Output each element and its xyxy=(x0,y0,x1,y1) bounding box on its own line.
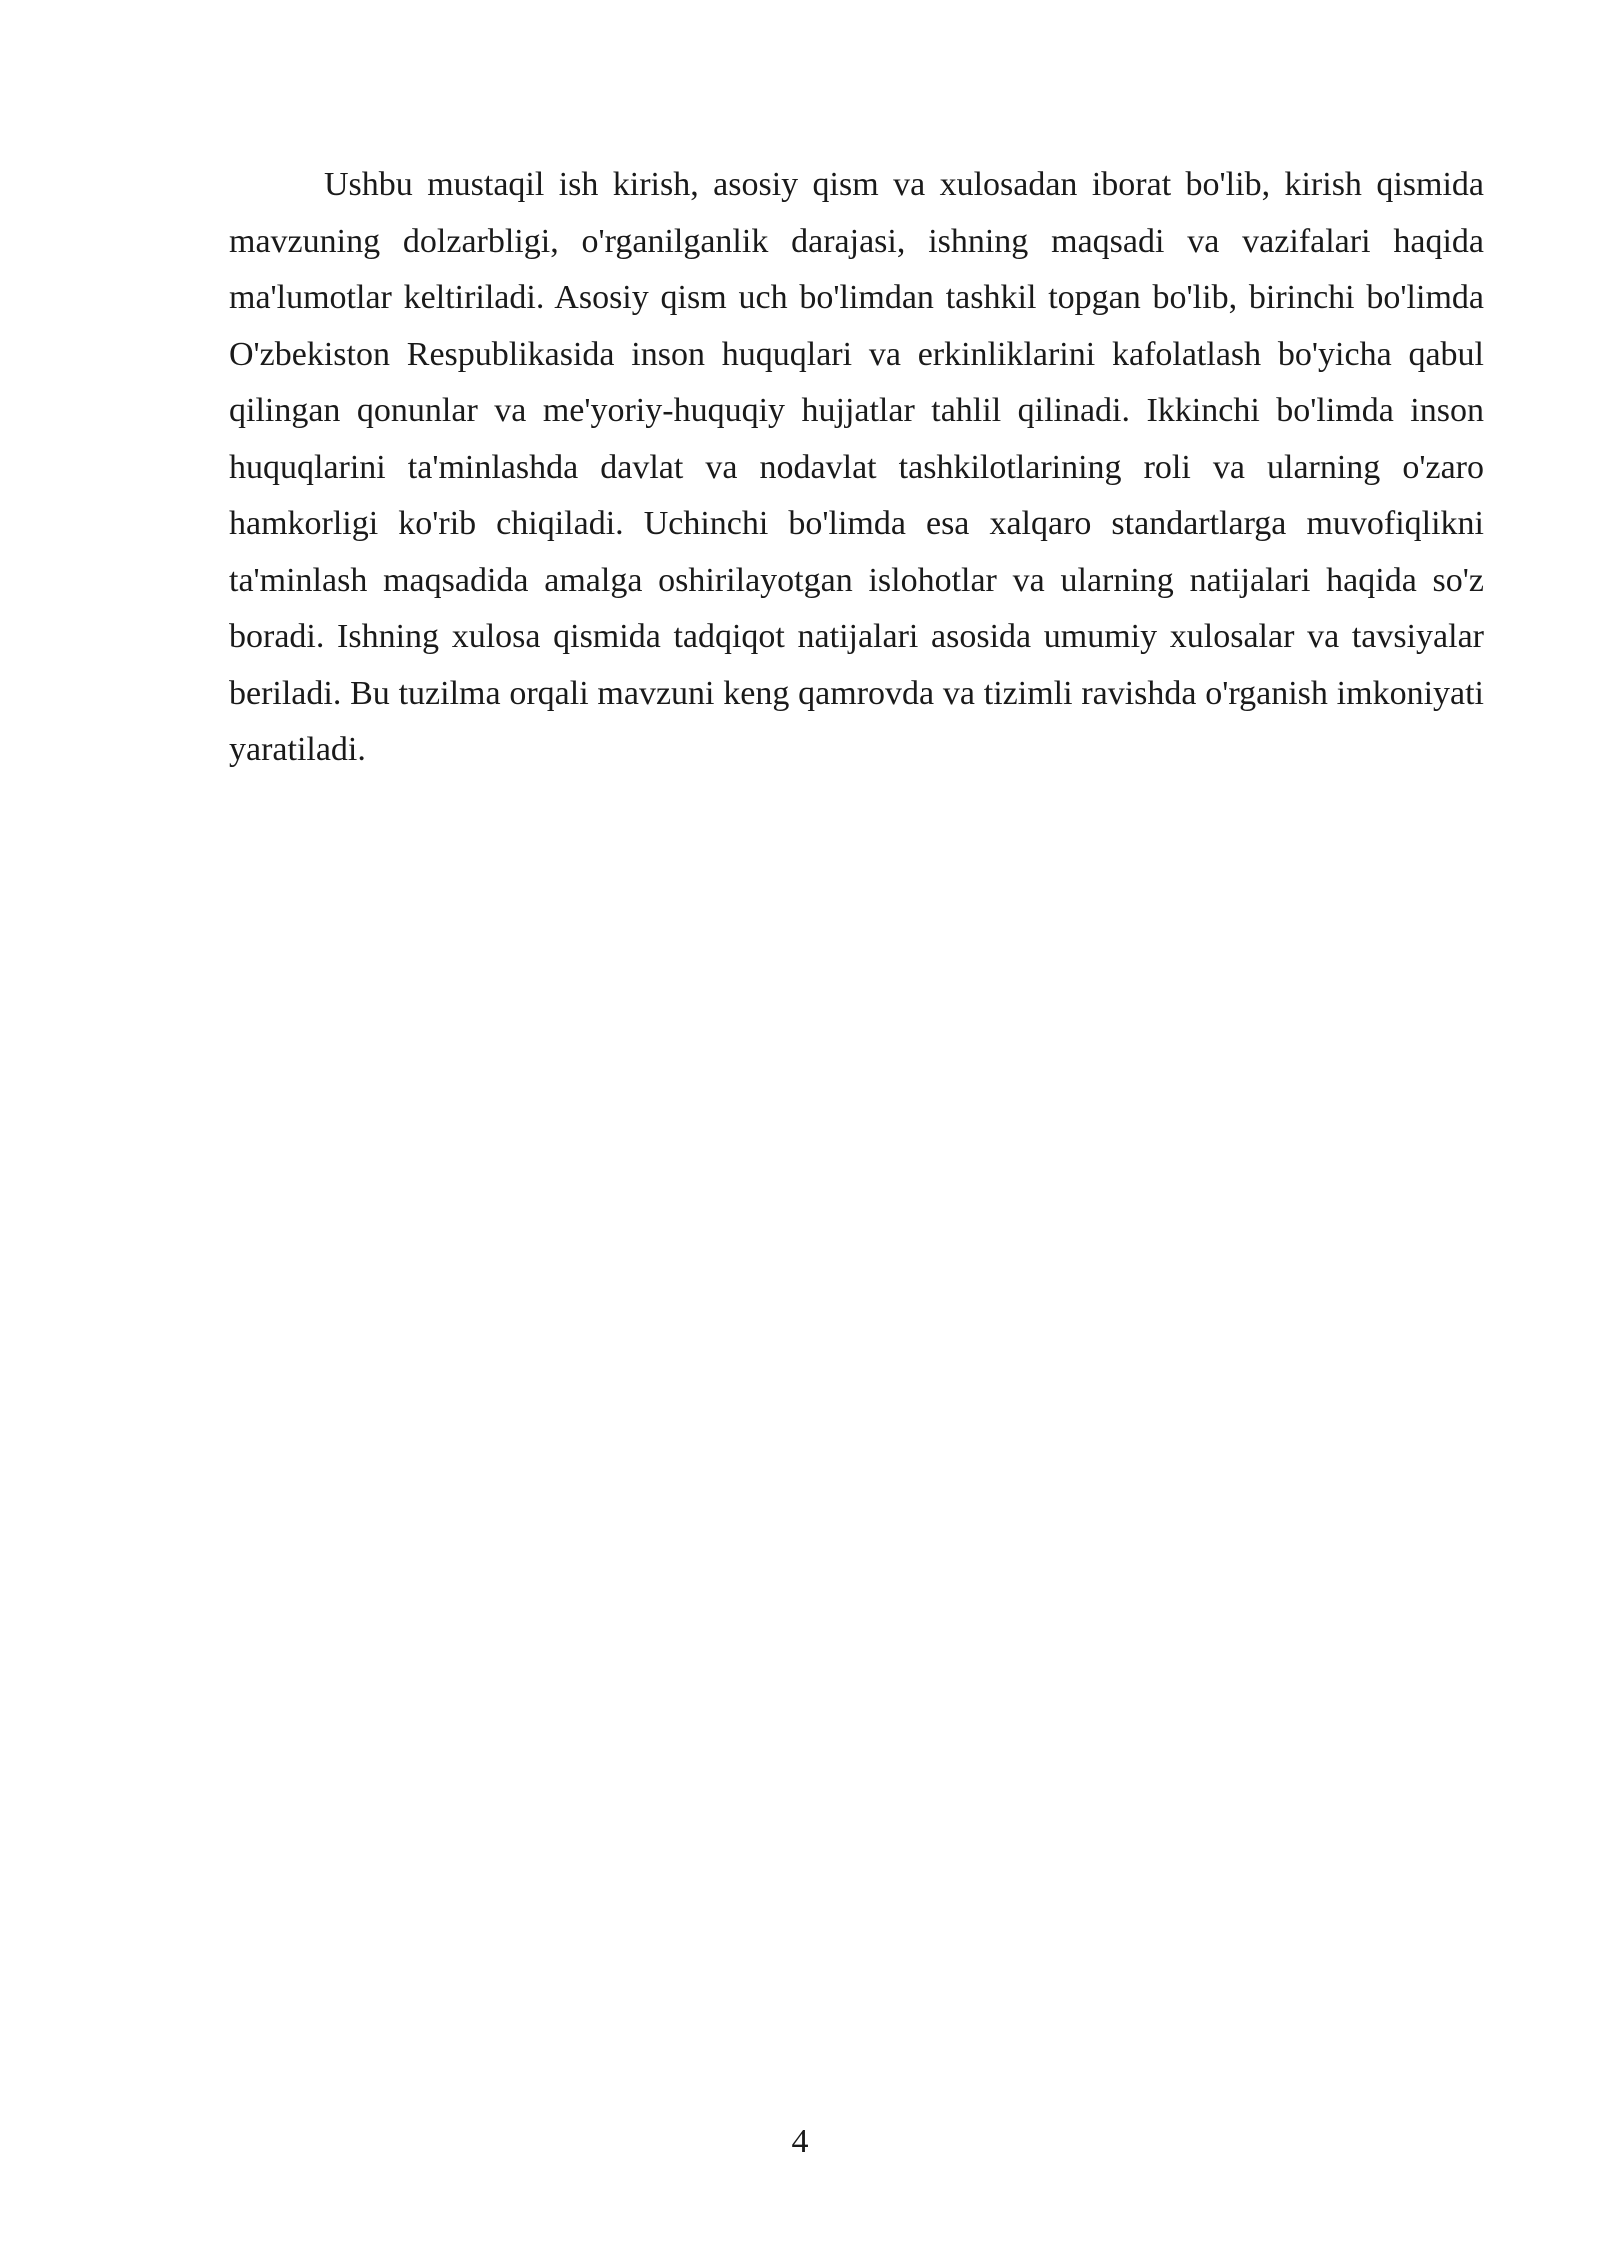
page-number: 4 xyxy=(791,2123,809,2160)
body-paragraph: Ushbu mustaqil ish kirish, asosiy qism va xulosadan iborat bo'lib, kirish qismida mavzuning dolzarbligi, o'rganilganlik darajasi, ishning maqsadi va vazifalari haqida ma'lumotlar keltiriladi. Asosiy qism uch bo'limdan tashkil topgan bo'lib, birinchi bo'limda O'zbekiston Respublikasida inson huquqlari va erkinliklarini kafolatlash bo'yicha qabul qilingan qonunlar va me'yoriy-huquqiy hujjatlar tahlil qilinadi. Ikkinchi bo'limda inson huquqlarini ta'minlashda davlat va nodavlat tashkilotlarining roli va ularning o'zaro hamkorligi ko'rib chiqiladi. Uchinchi bo'limda esa xalqaro standartlarga muvofiqlikni ta'minlash maqsadida amalga oshirilayotgan islohotlar va ularning natijalari haqida so'z boradi. Ishning xulosa qismida tadqiqot natijalari asosida umumiy xulosalar va tavsiyalar beriladi. Bu tuzilma orqali mavzuni keng qamrovda va tizimli ravishda o'rganish imkoniyati yaratiladi. xyxy=(229,166,1484,768)
